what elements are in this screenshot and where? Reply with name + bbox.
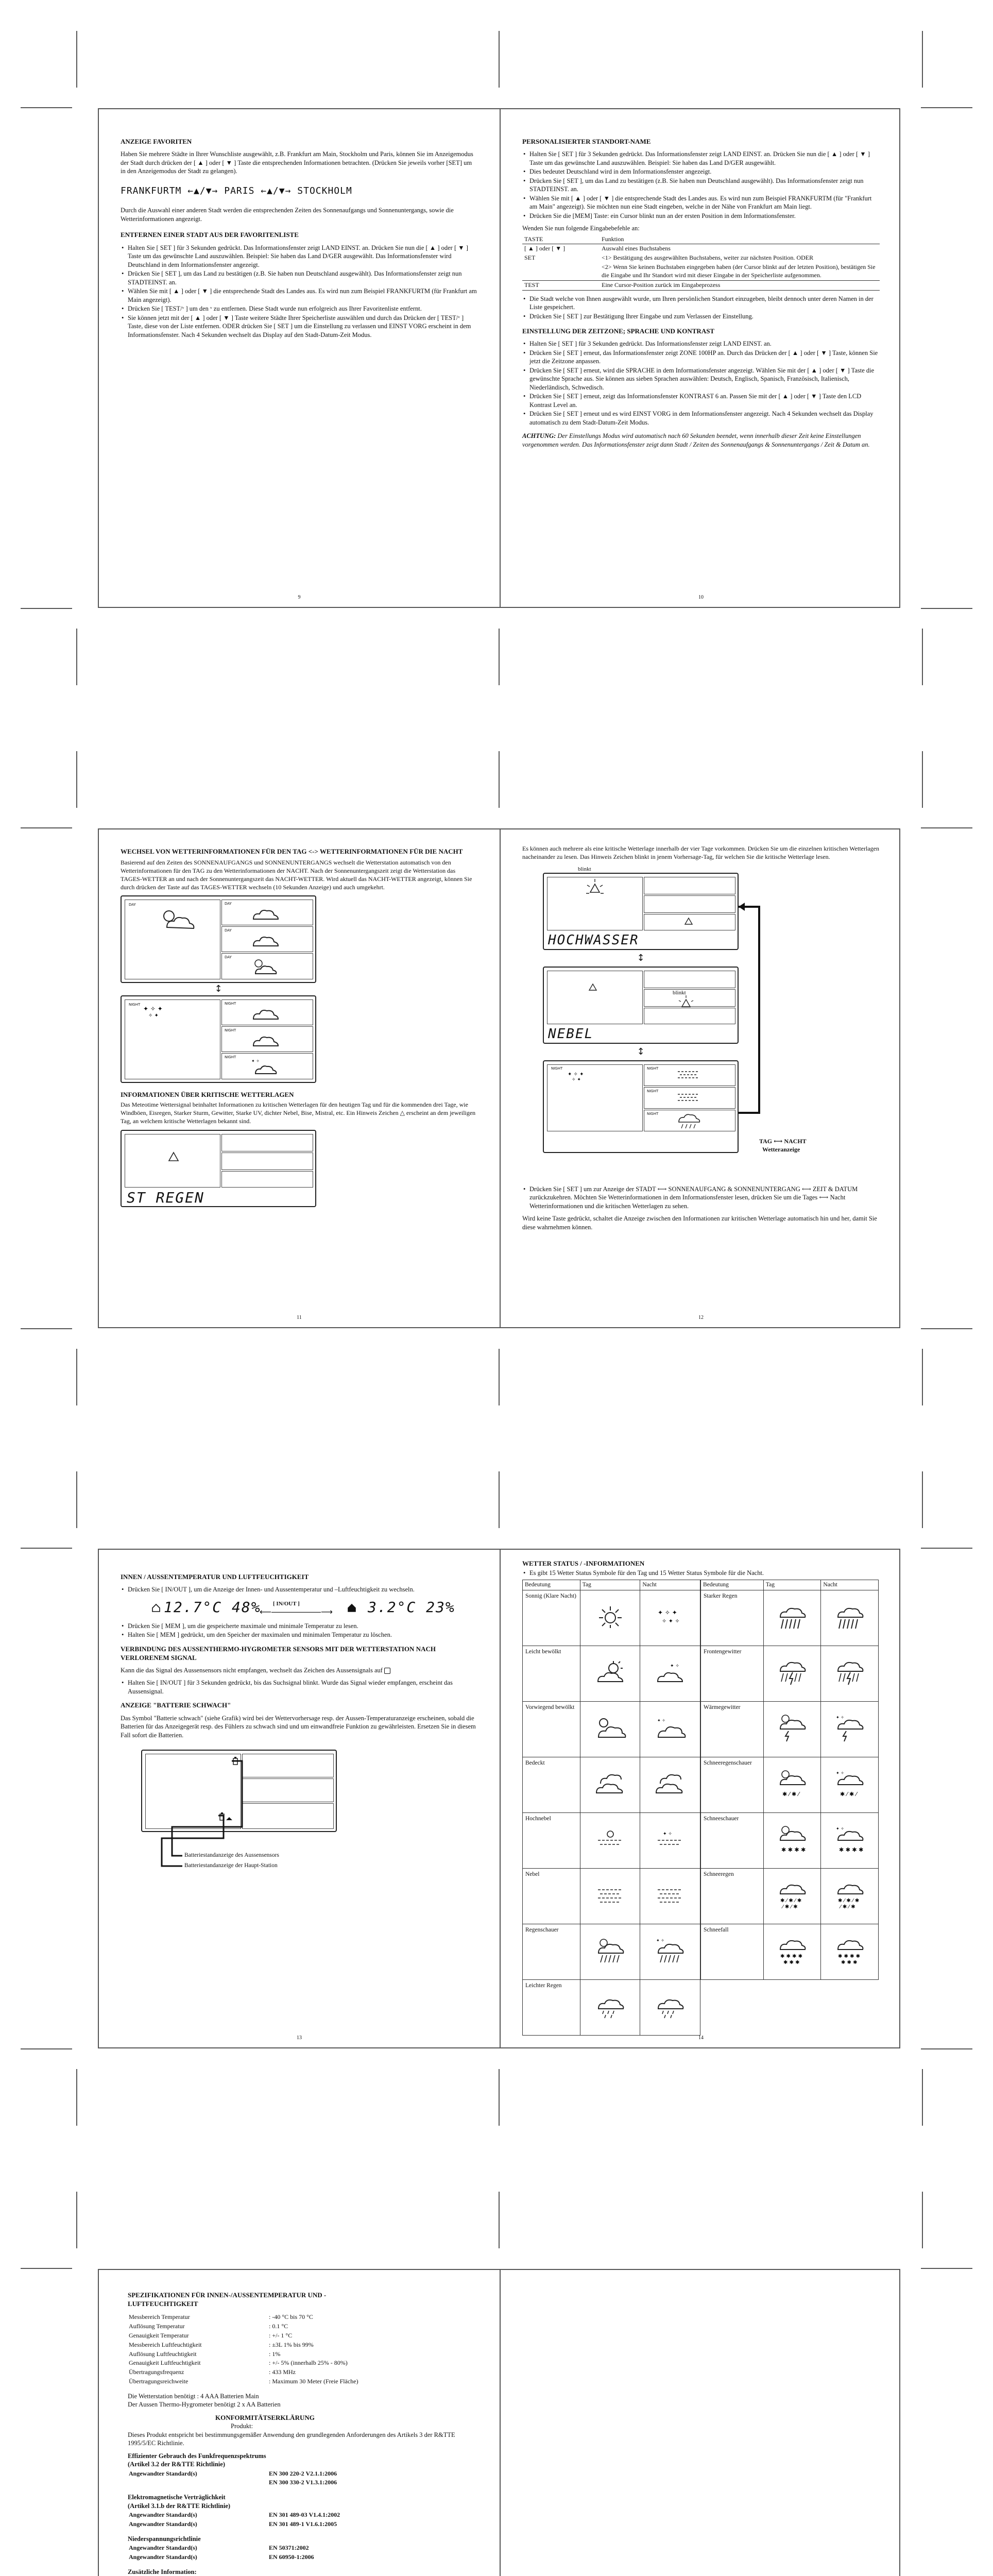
step: • Halten Sie [ SET ] für 3 Sekunden gedrückt. Das Informationsfenster zeigt LAND EINST. an. [529,340,880,348]
keys-intro: Wenden Sie nun folgende Eingabebefehle an: [522,225,640,232]
favorites-title: ANZEIGE FAVORITEN [121,138,192,145]
night-label: NIGHT [225,1002,236,1006]
status-label: Leicht bewölkt [523,1646,580,1701]
heavy-rain-icon [776,1603,808,1631]
key-fn: <1> Bestätigung des ausgewählten Buchstabens, weiter zur nächsten Position. ODER [602,254,814,262]
status-label: Wärmegewitter [701,1701,764,1757]
mostly-cloudy-icon [594,1716,626,1740]
rain-cloud-icon [676,1112,701,1130]
warning-triangle-icon [588,983,597,991]
in-out-lcd-row [121,1598,478,1619]
rain-shower-night-icon [654,1937,686,1964]
lvd-table [128,2543,317,2563]
std-value: EN 301 489-1 V1.6.1:2005 [269,2520,337,2528]
night-weather-display [121,995,316,1083]
battery-text: Das Symbol "Batterie schwach" (siehe Grafik) wird bei der Wettervorhersage resp. der Aussen-Temperaturanzeige erscheinen, sobald die Batterien für das Anzeigegerät resp. des Fühlers zu schwach sind und um einwandfreie Funktion zu gewährleisten. Ersetzen Sie in diesem Fall sofort die Batterien. [121,1714,476,1739]
sleet-shower-icon [776,1769,808,1798]
personal-location-title: PERSONALISIERTER STANDORT-NAME [522,138,651,145]
clear-night-stars-icon [142,1004,173,1019]
night-label: NIGHT [225,1055,236,1060]
specs-table [128,2312,362,2387]
hochwasser-display [543,873,739,950]
spec-value: : Maximum 30 Meter (Freie Fläche) [269,2378,358,2385]
front-thunderstorm-icon [776,1658,808,1687]
night-label: NIGHT [225,1028,236,1033]
heavy-rain-night-icon [834,1603,866,1631]
snowfall-night-icon [834,1936,866,1965]
additional-info-title: Zusätzliche Information: [128,2568,197,2576]
svg-text:✱ ✱ ✱ ✱: ✱ ✱ ✱ ✱ [780,1953,803,1959]
step: • Drücken Sie [ SET ] erneut und es wird EINST VORG in dem Informationsfenster angezeigt. Nach 4 Sekunden wechselt das Display automatisch zu dem Stadt-Datum-Zeit Modus. [529,410,880,427]
spec-value: : 433 MHz [269,2368,296,2376]
in-out-button-label: [ IN/OUT ] [273,1600,300,1607]
auto-toggle-text: Wird keine Taste gedrückt, schaltet die Anzeige zwischen den Informationen zur kritischen Wetterlage automatisch hin und her, damit Sie diese wahrnehmen können. [522,1215,877,1231]
critical-lcd-text: ST REGEN [127,1189,204,1206]
status-label: Schneeregen [701,1868,764,1924]
blinking-warning-icon [676,995,696,1011]
conformity-title: KONFORMITÄTSERKLÄRUNG [215,2413,315,2421]
std-value: EN 300 220-2 V2.1.1:2006 [269,2469,337,2477]
page-number: 10 [698,594,704,600]
weather-status-title: WETTER STATUS / -INFORMATIONEN [522,1560,645,1567]
sunny-icon [596,1604,625,1629]
remove-step: • Halten Sie [ SET ] für 3 Sekunden gedrückt. Das Informationsfenster zeigt LAND EINST. an. Drücken Sie nun die [ ▲ ] oder [ ▼ ] Taste um das gewünschte Land auszuwählen. Beispiel: Sie haben das Land D/GER ausgewählt. Das Informationsfenster wird Deutschland in dem Informationsfenster angezeigt. [128,244,478,269]
personal-location-steps [522,150,880,220]
step: • Halten Sie [ IN/OUT ] für 3 Sekunden gedrückt, bis das Suchsignal blinkt. Wurde das Signal wieder empfangen, erscheint das Aussensignal. [128,1679,478,1696]
night-label: NIGHT [647,1066,659,1071]
temp-humidity-title: INNEN / AUSSENTEMPERATUR UND LUFTFEUCHTIGKEIT [121,1573,309,1581]
col-head: Bedeutung [701,1580,764,1590]
battery-sensor-label: Batteriestandanzeige des Aussensensors [184,1852,279,1859]
col-head: Tag [763,1580,821,1590]
overcast-night-icon [654,1772,686,1795]
battery-diagram [121,1750,478,1873]
svg-text:✧ ✦ ✧: ✧ ✦ ✧ [662,1617,680,1624]
step: • Drücken Sie [ SET ], um das Land zu bestätigen (z.B. Sie haben nun Deutschland ausgewählt). Das Informationsfenster zeigt nun STADTEINST. an. [529,177,880,194]
std-key [129,2479,268,2487]
key-fn: Eine Cursor-Position zurück im Eingabeprozess [600,280,880,290]
intro: • Es gibt 15 Wetter Status Symbole für den Tag und 15 Wetter Status Symbole für die Nacht. [529,1569,880,1578]
day-label: DAY [225,928,232,933]
page-11 [99,829,500,1327]
svg-text:✱ ✱ ✱: ✱ ✱ ✱ [783,1959,800,1965]
settings-note [522,432,880,449]
emc-title: Elektromagnetische Verträglichkeit [128,2494,226,2501]
status-label: Frontengewitter [701,1646,764,1701]
sheet-pages-11-12 [0,720,993,1436]
bracket-arrow-icon [739,896,769,1123]
day-weather-display [121,895,316,983]
warning-triangle-icon [684,917,693,925]
timezone-steps [522,340,880,427]
outdoor-lcd-value: 3.2°C 23% [368,1598,455,1616]
step: • Drücken Sie [ SET ] erneut, das Informationsfenster zeigt ZONE 100HP an. Durch das Drücken der [ ▲ ] oder [ ▼ ] Taste, können Sie jetzt die Zeitzone anpassen. [529,349,880,366]
rain-shower-icon [594,1937,626,1964]
partly-cloudy-icon [595,1660,626,1685]
sun-cloud-icon [250,957,281,976]
svg-text:✱ ✱ ✱ ✱: ✱ ✱ ✱ ✱ [781,1846,806,1853]
step: • Halten Sie [ MEM ] gedrückt, um den Speicher der maximalen und minimalen Temperatur zu löschen. [128,1631,478,1639]
night-label: NIGHT [647,1111,659,1116]
std-value: EN 50371:2002 [269,2544,309,2552]
toggle-arrow-icon: ↕ [637,1046,645,1057]
svg-text:⁄ ✱ ⁄ ✱: ⁄ ✱ ⁄ ✱ [782,1904,798,1909]
key-fn: <2> Wenn Sie keinen Buchstaben eingegeben haben (der Cursor blinkt auf der letzten Position), bestätigen Sie die Eingabe und Ihr Standort wird mit dieser Eingabe in der Speicherliste aufgenommen. [600,263,880,280]
std-value: EN 300 330-2 V1.3.1:2006 [269,2479,337,2486]
light-rain-night-icon [654,1993,686,2019]
col-head: Tag [580,1580,640,1590]
critical-weather-text: Das Meteotime Wettersignal beinhaltet Informationen zu kritischen Wetterlagen für den heutigen Tag und für die kommenden drei Tage, wie Windböen, Eisregen, Starker Sturm, Gewitter, Starke UV, dichter Nebel, Bise, Mistral, etc. Ein Hinweis Zeichen △ erscheint an dem jeweiligen Tag, an welchem kritische Wetterlagen bekannt sind. [121,1101,476,1125]
std-value: EN 60950-1:2006 [269,2553,314,2561]
remove-step: • Drücken Sie [ TEST/ᵛ ] um den ᵛ zu entfernen. Diese Stadt wurde nun erfolgreich aus Ihrer Favoritenliste entfernt. [128,304,478,313]
svg-text:✦ ✧: ✦ ✧ [251,1059,260,1064]
svg-text:✱ ⁄ ✱ ⁄ ✱: ✱ ⁄ ✱ ⁄ ✱ [837,1897,859,1904]
mostly-cloudy-night-icon [654,1716,686,1740]
remove-step: • Sie können jetzt mit der [ ▲ ] oder [ ▼ ] Taste weitere Städte Ihrer Speicherliste auswählen und durch das Drücken der [ TEST/ᵛ ] Taste, diese von der Liste entfernen. ODER drücken Sie [ SET ] um die Einstellung zu verlassen und EINST VORG erscheint in dem Informationsfenster. Nach 4 Sekunden wechselt das Display auf den Stadt-Datum-Zeit Modus. [128,314,478,340]
wetteranzeige-label: Wetteranzeige [762,1145,800,1153]
spec-key: Messbereich Temperatur [129,2313,190,2321]
std-key: Angewandter Standard(s) [129,2544,197,2552]
step: • Drücken Sie [ SET ] erneut, zeigt das Informationsfenster KONTRAST 6 an. Passen Sie mit der [ ▲ ] oder [ ▼ ] Taste den LCD Kontrast Level an. [529,392,880,409]
keys-table [522,235,880,291]
sheet-page-15 [0,2161,993,2576]
night-forecast-display [543,1060,739,1153]
house-out-icon [347,1603,356,1613]
night-label: NIGHT [129,1003,141,1007]
fog-night-icon [655,1885,686,1905]
cloud-icon [250,1030,281,1049]
overcast-icon [594,1772,626,1795]
snow-shower-night-icon [834,1825,866,1854]
key [522,263,600,280]
sleet-shower-night-icon [834,1769,866,1798]
spec-key: Auflösung Temperatur [129,2323,185,2330]
spectrum-subtitle: (Artikel 3.2 der R&TTE Richtlinie) [128,2461,225,2468]
svg-text:✦ ✧: ✦ ✧ [835,1715,844,1720]
return-steps [522,1185,880,1211]
spec-value: : +/- 5% (innerhalb 25% - 80%) [269,2359,348,2367]
cloud-icon [250,930,281,949]
front-thunderstorm-night-icon [834,1658,866,1687]
hochwasser-lcd-text: HOCHWASSER [548,932,639,948]
status-label: Schneeschauer [701,1812,764,1868]
critical-weather-intro: Es können auch mehrere als eine kritische Wetterlage innerhalb der vier Tage vorkommen. Drücken Sie um die einzelnen kritischen Wetterlagen nacheinander zu lesen. Das Hinweis Zeichen blinkt in jenem Vorhersage-Tag, für welchen Sie die kritische Wetterlage lesen. [522,845,879,860]
page-14 [501,1550,901,2047]
svg-text:✱ ⁄ ✱ ⁄ ✱: ✱ ⁄ ✱ ⁄ ✱ [780,1897,802,1904]
favorites-lcd: FRANKFURTM ←▲/▼→ PARIS ←▲/▼→ STOCKHOLM [121,185,352,196]
step: • Halten Sie [ SET ] für 3 Sekunden gedrückt. Das Informationsfenster zeigt LAND EINST. an. Drücken Sie nun die [ ▲ ] oder [ ▼ ] Taste um das gewünschte Land auszuwählen. Beispiel: Sie haben das Land D/GER ausgewählt. [529,150,880,167]
spread-9-10 [98,108,900,608]
day-night-text: Basierend auf den Zeiten des SONNENAUFGANGS und SONNENUNTERGANGS wechselt die Wetterstation automatisch von den Wetterinformationen für den TAG zu den Wetterinformationen der NACHT. Nach der Sonnenuntergangszeit zeigt die Wetterstation das TAGES-WETTER an und nach der Sonnenuntergangszeit das NACHT-WETTER. Wird aktuell das NACHT-WETTER angezeigt, können Sie durch drücken der Taste auf das TAGES-WETTER wechseln (10 Sekunden Anzeige) und auch umgekehrt. [121,859,472,891]
status-label: Leichter Regen [523,1979,580,2035]
spec-key: Genauigkeit Temperatur [129,2331,189,2339]
spec-value: : 1% [269,2350,281,2358]
page-13 [99,1550,500,2047]
status-label: Hochnebel [523,1812,580,1868]
step: • Drücken Sie [ SET ] erneut, wird die SPRACHE in dem Informationsfenster angezeigt. Wählen Sie mit der [ ▲ ] oder [ ▼ ] Taste die gewünschte Sprache aus. Sie können aus sieben Sprachen auswählen: Deutsch, Englisch, Spanisch, Französisch, Italienisch, Niederländisch, Schwedisch. [529,366,880,392]
high-fog-night-icon [655,1829,686,1850]
status-label: Starker Regen [701,1590,764,1646]
warning-triangle-icon [168,1151,179,1162]
step: • Wählen Sie mit [ ▲ ] oder [ ▼ ] die entsprechende Stadt des Landes aus. Es wird nun zum Beispiel FRANKFURTM (für "Frankfurt am Main" angezeigt). Sie möchten nun eine Stadt eingeben, welche in der Nähe von Frankfurt am Main liegt. [529,194,880,211]
blinking-warning-icon [582,878,608,899]
spec-key: Übertragungsfrequenz [129,2368,184,2376]
col-head: Nacht [821,1580,879,1590]
snowfall-icon [776,1936,808,1965]
std-key: Angewandter Standard(s) [129,2553,197,2561]
svg-text:✦ ✧ ✦: ✦ ✧ ✦ [568,1071,584,1077]
svg-text:✦ ✧ ✦: ✦ ✧ ✦ [143,1005,163,1013]
keys-head-key: TASTE [522,235,600,244]
toggle-arrow-icon: ↕ [214,984,222,995]
sleet-icon [776,1880,808,1909]
sheet-pages-13-14 [0,1440,993,2157]
page-number: 14 [698,2035,704,2041]
spec-value: : ±3L 1% bis 99% [269,2341,314,2348]
spec-key: Genauigkeit Luftfeuchtigkeit [129,2359,201,2367]
note-label: ACHTUNG: [522,432,556,440]
spec-value: : 0.1 °C [269,2323,288,2330]
battery-main-label: Batteriestandanzeige der Haupt-Station [184,1862,278,1869]
key: [ ▲ ] oder [ ▼ ] [524,245,566,252]
sun-cloud-icon [158,907,199,933]
clear-night-icon [656,1606,684,1627]
heat-thunderstorm-icon [776,1714,808,1742]
signal-lost-icon [384,1668,390,1674]
battery-title: ANZEIGE "BATTERIE SCHWACH" [121,1701,231,1709]
page-number: 11 [297,1314,302,1320]
partly-cloudy-night-icon [655,1660,686,1685]
specs-title: SPEZIFIKATIONEN FÜR INNEN-/AUSSENTEMPERATUR UND -LUFTFEUCHTIGKEIT [128,2291,327,2308]
temp-steps [121,1585,478,1594]
day-label: DAY [225,955,232,960]
battery-main: Die Wetterstation benötigt : 4 AAA Batterien Main [128,2392,259,2400]
svg-text:✦ ✧: ✦ ✧ [663,1831,673,1837]
svg-text:⁄ ✱ ⁄ ✱: ⁄ ✱ ⁄ ✱ [840,1904,855,1909]
svg-text:✦ ✧: ✦ ✧ [835,1826,844,1831]
note-text: Der Einstellungs Modus wird automatisch nach 60 Sekunden beendet, wenn innerhalb dieser Zeit keine Einstellungen vorgenommen werden. Das Informationsfenster zeigt dann Stadt / Zeiten des Sonnenaufgangs & Sonnenuntergangs / Zeit & Datum an. [522,432,870,448]
fog-icon [676,1091,701,1104]
status-label: Sonnig (Klare Nacht) [523,1590,580,1646]
connection-text [121,1666,478,1675]
day-label: DAY [129,903,136,907]
emc-subtitle: (Artikel 3.1.b der R&TTE Richtlinie) [128,2502,231,2510]
spread-13-14 [98,1549,900,2048]
key-fn: Auswahl eines Buchstabens [602,245,671,252]
sleet-night-icon [834,1880,866,1909]
night-label: NIGHT [551,1066,563,1071]
svg-text:✱ ✱ ✱ ✱: ✱ ✱ ✱ ✱ [837,1953,860,1959]
spread-11-12 [98,828,900,1328]
connection-title: VERBINDUNG DES AUSSENTHERMO-HYGROMETER SENSORS MIT DER WETTERSTATION NACH VERLORENEM SIGNAL [121,1645,436,1662]
step: • Drücken Sie die [MEM] Taste: ein Cursor blinkt nun an der ersten Position in dem Informationsfenster. [529,212,880,221]
status-label: Bedeckt [523,1757,580,1812]
spec-value: : -40 °C bis 70 °C [269,2313,313,2321]
svg-text:✱ ✱ ✱: ✱ ✱ ✱ [841,1959,858,1965]
spectrum-table [128,2469,340,2488]
step: • Dies bedeutet Deutschland wird in dem Informationsfenster angezeigt. [529,167,880,176]
high-fog-icon [595,1829,626,1850]
nebel-lcd-text: NEBEL [548,1026,594,1042]
tag-nacht-label: TAG ⟷ NACHT [759,1137,807,1145]
svg-text:✦ ✧ ✦: ✦ ✧ ✦ [658,1608,677,1616]
status-label: Nebel [523,1868,580,1924]
critical-weather-display [121,1130,316,1207]
toggle-arrow-icon: ↕ [637,952,645,963]
status-label: Schneefall [701,1924,764,1979]
status-label: Regenschauer [523,1924,580,1979]
step: • Drücken Sie [ MEM ], um die gespeicherte maximale und minimale Temperatur zu lesen. [128,1622,478,1631]
step: • Drücken Sie [ SET ] zur Bestätigung Ihrer Eingabe und zum Verlassen der Einstellung. [529,312,880,321]
svg-text:✧ ✦: ✧ ✦ [572,1077,581,1082]
cloud-icon [250,904,281,922]
std-key: Angewandter Standard(s) [129,2469,197,2477]
snow-shower-icon [776,1825,808,1854]
night-cloud-icon [250,1057,281,1076]
remove-steps [121,244,478,340]
fog-icon [595,1885,626,1905]
weather-status-intro [522,1569,880,1578]
status-label: Schneeregenschauer [701,1757,764,1812]
col-head: Bedeutung [523,1580,580,1590]
weather-status-tables [522,1580,880,2036]
personal-location-notes [522,295,880,321]
page-15 [99,2270,500,2576]
spec-value: : +/- 1 °C [269,2331,293,2339]
step: • Die Stadt welche von Ihnen ausgewählt wurde, um Ihren persönlichen Standort einzugeben, bleibt dennoch unter deren Namen in der Liste gespeichert. [529,295,880,312]
mem-steps [121,1622,478,1639]
clear-night-stars-icon [567,1070,592,1083]
svg-text:✱ ⁄ ✱ ⁄: ✱ ⁄ ✱ ⁄ [840,1790,857,1798]
double-arrow-icon: ⟵――――――⟶ [260,1606,333,1617]
critical-weather-title: INFORMATIONEN ÜBER KRITISCHE WETTERLAGEN [121,1091,294,1099]
critical-weather-sequence [522,866,880,1185]
favorites-text: Haben Sie mehrere Städte in Ihrer Wunschliste ausgewählt, z.B. Frankfurt am Main, Stockholm und Paris, können Sie im Anzeigemodus der Stadt durch drücken der [ ▲ ] oder [ ▼ ] Taste die entsprechenden Informationen betrachten. (Drücken Sie jeweils vorher [SET] um in den Anzeigemodus der Stadt zu gelangen). [121,150,473,175]
svg-text:✦ ✧: ✦ ✧ [657,1718,666,1723]
step: • Drücken Sie [ SET ] um zur Anzeige der STADT ⟷ SONNENAUFGANG & SONNENUNTERGANG ⟷ ZEIT & DATUM zurückzukehren. Möchten Sie Wetterinformationen in dem Informationsfenster lesen, drücken Sie um die Tages ⟷ Nacht Wetterinformationen und die kritischen Wetterlagen zu sehen. [529,1185,880,1211]
timezone-title: EINSTELLUNG DER ZEITZONE; SPRACHE UND KONTRAST [522,327,715,335]
remove-title: ENTFERNEN EINER STADT AUS DER FAVORITENLISTE [121,231,299,239]
step: • Drücken Sie [ IN/OUT ], um die Anzeige der Innen- und Aussentemperatur und –Luftfeuchtigkeit zu wechseln. [128,1585,478,1594]
fog-icon [676,1069,701,1081]
spread-15 [98,2269,900,2576]
day-label: DAY [225,902,232,906]
blinkt-label: blinkt [673,989,686,996]
lvd-title: Niederspannungsrichtlinie [128,2535,201,2543]
conformity-subtitle: Produkt: [231,2422,253,2430]
house-in-icon [151,1603,161,1613]
spec-key: Übertragungsreichweite [129,2378,189,2385]
night-label: NIGHT [647,1089,659,1093]
connection-text-body: Kann die das Signal des Aussensensors nicht empfangen, wechselt das Zeichen des Aussensignals auf [121,1666,383,1674]
remove-step: • Drücken Sie [ SET ], um das Land zu bestätigen (z.B. Sie haben nun Deutschland ausgewählt). Das Informationsfenster zeigt nun STADTEINST. an. [128,269,478,286]
page-number: 13 [297,2035,302,2041]
nebel-display [543,967,739,1044]
col-head: Nacht [640,1580,700,1590]
weather-status-table-right [700,1580,879,1980]
remove-step: • Wählen Sie mit [ ▲ ] oder [ ▼ ] die entsprechende Stadt des Landes aus. Es wird nun zum Beispiel FRANKFURTM (für Frankfurt am Main angezeigt). [128,287,478,304]
cloud-icon [250,1004,281,1022]
page-number: 9 [298,594,301,600]
svg-text:✱ ✱ ✱ ✱: ✱ ✱ ✱ ✱ [838,1846,864,1853]
heat-thunderstorm-night-icon [834,1714,866,1742]
svg-text:✦ ✧: ✦ ✧ [656,1938,665,1943]
page-number: 12 [698,1314,704,1320]
conformity-text: Dieses Produkt entspricht bei bestimmungsgemäßer Anwendung den grundlegenden Anforderungen des Artikels 3 der R&TTE 1995/5/EC Richtlinie. [128,2431,455,2447]
blinkt-label: blinkt [578,866,591,872]
favorites-text-2: Durch die Auswahl einer anderen Stadt werden die entsprechenden Zeiten des Sonnenaufgangs und Sonnenuntergangs, sowie die Wetterinformationen angezeigt. [121,207,454,223]
spec-key: Messbereich Luftfeuchtigkeit [129,2341,202,2348]
battery-sensor: Der Aussen Thermo-Hygrometer benötigt 2 x AA Batterien [128,2401,281,2409]
emc-table [128,2510,343,2530]
svg-text:✱ ⁄ ✱ ⁄: ✱ ⁄ ✱ ⁄ [782,1790,799,1798]
svg-text:✧ ✦: ✧ ✦ [148,1013,159,1019]
std-key: Angewandter Standard(s) [129,2511,197,2519]
weather-status-table-left [522,1580,700,2036]
day-night-title: WECHSEL VON WETTERINFORMATIONEN FÜR DEN TAG <-> WETTERINFORMATIONEN FÜR DIE NACHT [121,848,463,855]
svg-text:✦ ✧: ✦ ✧ [835,1770,844,1775]
light-rain-icon [594,1993,626,2019]
status-label: Vorwiegend bewölkt [523,1701,580,1757]
indoor-lcd-value: 12.7°C 48% [164,1598,261,1616]
spec-key: Auflösung Luftfeuchtigkeit [129,2350,197,2358]
std-value: EN 301 489-03 V1.4.1:2002 [269,2511,340,2519]
key: SET [524,254,536,262]
sheet-pages-9-10 [0,0,993,716]
page-10 [501,109,901,607]
keys-head-fn: Funktion [600,235,880,244]
connection-steps [121,1679,478,1696]
svg-text:✦ ✧: ✦ ✧ [670,1663,680,1669]
page-16-blank [501,2270,901,2576]
std-key: Angewandter Standard(s) [129,2520,197,2528]
page-9 [99,109,500,607]
key: TEST [522,280,600,290]
spectrum-title: Effizienter Gebrauch des Funkfrequenzspektrums [128,2452,266,2460]
page-12 [501,829,901,1327]
